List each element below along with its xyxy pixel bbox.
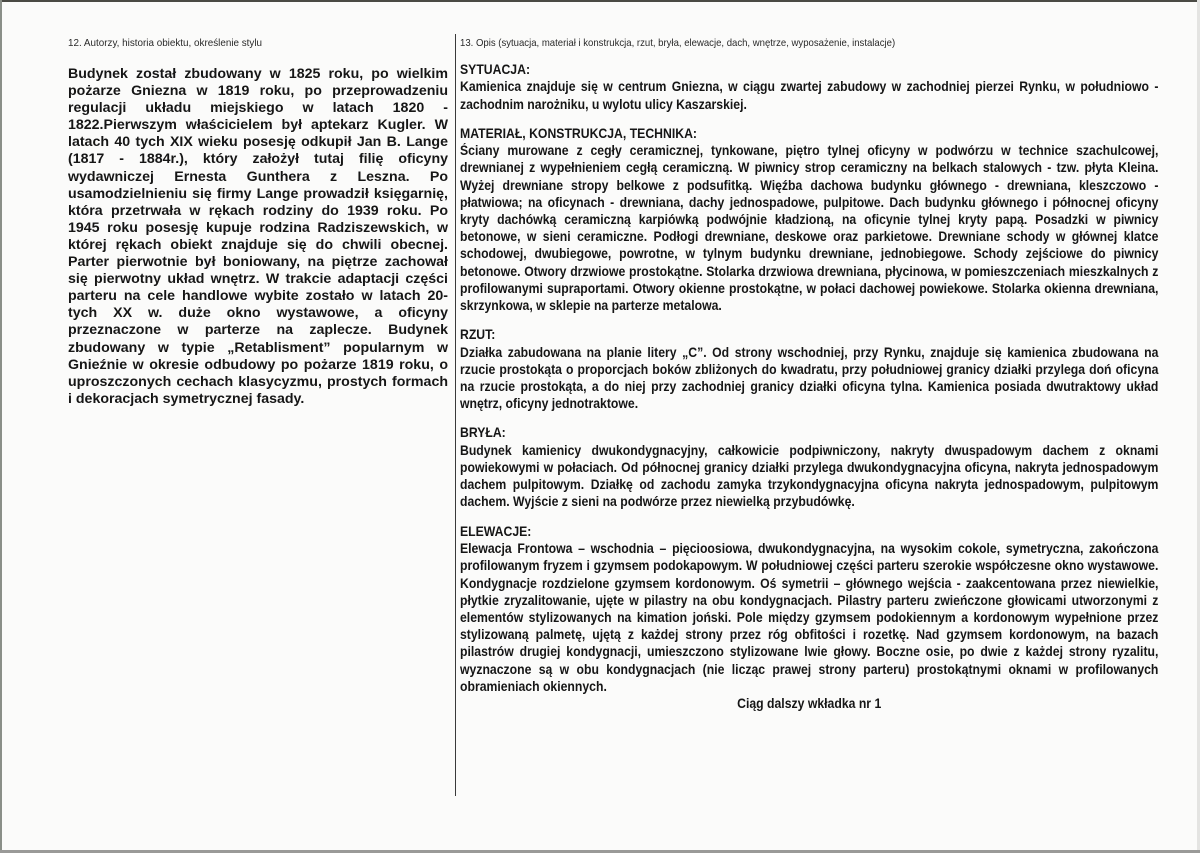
block-body: Kamienica znajduje się w centrum Gniezna, w ciągu zwartej zabudowy w zachodniej pierzei Rynku, w południowo - zachodnim narożniku, u wylotu ulicy Kaszarskiej. — [460, 79, 1159, 112]
block-body: Działka zabudowana na planie litery „C”. Od strony wschodniej, przy Rynku, znajduje się kamienica zbudowana na rzucie prostokąta o proporcjach boków zbliżonych do kwadratu, przy południowej granicy działki przylega doń oficyna na rzucie prostokąta, a do niej przy zachodniej granicy działki oficyna tylna. Kamienica posiada dwutraktowy układ wnętrz, oficyny jednotraktowe. — [460, 344, 1159, 412]
block-sytuacja — [460, 61, 1158, 113]
section-12-label: 12. Autorzy, historia obiektu, określenie stylu — [68, 38, 263, 49]
section-13-label: 13. Opis (sytuacja, materiał i konstrukcja, rzut, bryła, elewacje, dach, wnętrze, wyposażenie, instalacje) — [460, 38, 896, 49]
description-column — [460, 38, 1158, 712]
block-body: Ściany murowane z cegły ceramicznej, tynkowane, piętro tylnej oficyny w podwórzu w technice szachulcowej, drewnianej z wypełnieniem cegłą ceramiczną. W piwnicy strop ceramiczny na belkach stalowych - tzw. płyta Kleina. Wyżej drewniane stropy belkowe z podsufitką. Więźba dachowa budynku głównego - drewniana, kleszczowo - płatwiowa; na oficynach - drewniana, dachy jednospadowe, pulpitowe. Dach budynku głównego i północnej oficyny kryty dachówką ceramiczną karpiówką podwójnie kładzioną, na oficynie tylnej kryty papą. Posadzki w piwnicy betonowe, w sieni ceramiczne. Podłogi drewniane, deskowe oraz parkietowe. Drewniane schody w głównej klatce schodowej, dwubiegowe, powrotne, w tylnym budynku drewniane, jednobiegowe. Schody zejściowe do piwnicy betonowe. Otwory drzwiowe prostokątne. Stolarka drzwiowa drewniana, płycinowa, w pomieszczeniach mieszkalnych z profilowanymi supraportami. Otwory okienne prostokątne, w połaci dachowej powiekowe. Stolarka okienna drewniana, skrzynkowa, w sklepie na parterze metalowa. — [460, 143, 1159, 314]
page-left-edge — [0, 0, 2, 853]
block-heading: RZUT: — [460, 327, 496, 343]
block-bryla — [460, 424, 1158, 510]
block-body: Elewacja Frontowa – wschodnia – pięcioosiowa, dwukondygnacyjna, na wysokim cokole, symetryczna, zakończona profilowanym fryzem i gzymsem podokapowym. W południowej części parteru szerokie współczesne okno wystawowe. Kondygnacje rozdzielone gzymsem kordonowym. Oś symetrii – głównego wejścia - zaakcentowana przez niewielkie, płytkie zryzalitowanie, ujęte w pilastry na obu kondygnacjach. Pilastry parteru zwieńczone głowicami utworzonymi z elementów stylizowanych na kimation joński. Pole między gzymsem podokiennym a kordonowym wypełnione przez stylizowaną palmetę, ujętą z każdej strony przez róg obfitości i rozetkę. Nad gzymsem kordonowym, na bazach pilastrów drugiej kondygnacji, umieszczono stylizowane lwie głowy. Boczne osie, po dwie z każdej strony ryzalitu, wyznaczone są w obu kondygnacjach (nie licząc prawej strony parteru) prostokątnymi oknami w profilowanych obramieniach okiennych. — [460, 541, 1159, 694]
block-body: Budynek kamienicy dwukondygnacyjny, całkowicie podpiwniczony, nakryty dwuspadowym dachem z oknami powiekowymi w połaciach. Od północnej granicy działki przylega dwukondygnacyjna oficyna, nakryta jednospadowym dachem pulpitowym. Działkę od zachodu zamyka trzykondygnacyjna oficyna nakryta jednospadowym, pulpitowym dachem. Wyjście z sieni na podwórze przez niewielką przybudówkę. — [460, 442, 1159, 510]
history-text: Budynek został zbudowany w 1825 roku, po wielkim pożarze Gniezna w 1819 roku, po przeprowadzeniu regulacji układu miejskiego w latach 1820 - 1822.Pierwszym właścicielem był aptekarz Kugler. W latach 40 tych XIX wieku posesję odkupił Jan B. Lange (1817 - 1884r.), który założył tutaj filię oficyny wydawniczej Ernesta Gunthera z Leszna. Po usamodzielnieniu się firmy Lange prowadził księgarnię, która przetrwała w rękach rodziny do 1939 roku. Po 1945 roku posesję kupuje rodzina Radziszewskich, w której rękach obiekt znajduje się do chwili obecnej. Parter pierwotnie był boniowany, na piętrze zachował się pierwotny układ wnętrz. W trakcie adaptacji części parteru na cele handlowe wybite zostało w latach 20-tych XX w. duże okno wystawowe, a oficyny przeznaczone w parterze na zaplecze. Budynek zbudowany w typie „Retablisment” popularnym w Gnieźnie w okresie odbudowy po pożarze 1819 roku, o uproszczonych cechach klasycyzmu, prostych formach i dekoracjach symetrycznej fasady. — [68, 66, 448, 407]
column-divider — [455, 34, 456, 796]
block-heading: SYTUACJA: — [460, 62, 531, 77]
block-heading: MATERIAŁ, KONSTRUKCJA, TECHNIKA: — [460, 125, 697, 141]
block-rzut — [460, 326, 1158, 412]
block-material — [460, 125, 1158, 314]
block-elewacje — [460, 523, 1158, 712]
block-heading: ELEWACJE: — [460, 523, 532, 539]
page-top-edge — [0, 0, 1200, 2]
continuation-note: Ciąg dalszy wkładka nr 1 — [737, 695, 882, 711]
history-column — [68, 38, 448, 408]
block-heading: BRYŁA: — [460, 425, 506, 441]
